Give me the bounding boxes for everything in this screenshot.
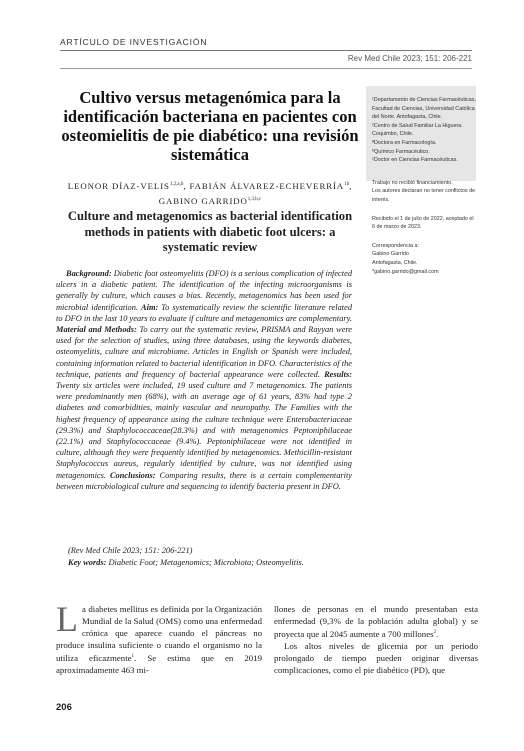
affiliation: ¹Departamento de Ciencias Farmacéuticas, Facultad de Ciencias, Universidad Católica del Norte. Antofagasta, Chile.: [372, 97, 476, 121]
citation: (Rev Med Chile 2023; 151: 206-221): [68, 546, 193, 555]
abstract-background-label: Background:: [66, 269, 112, 278]
body-column-right: [274, 603, 478, 676]
drop-cap: L: [56, 599, 78, 639]
abstract-methods-label: Material and Methods:: [56, 325, 137, 335]
sidebar-notes: [372, 96, 476, 276]
abstract-results-text: Twenty six articles were included, 19 used culture and 7 metagenomics. The patients were predominantly men (68%), with an average age of 61 years, 83% had type 2 diabetes and comorbidities, mainly vascular and neuropathy. The Families with the highest frequency of appearance using the culture technique were Enterobacteriaceae (29.3%) and Staphylococcaceae(28.3%) and with metagenomics Peptoniphilaceae (22.1%) and Staphylococcaceae (9.4%). Peptoniphilaceae were not identified in culture, although they were frequently identified by metagenomics. Methicillin-resistant Staphylococcus aureus, regularly identified by culture, was not identified using metagenomics.: [56, 381, 352, 480]
affiliation: ªDoctora en Farmacología.: [372, 139, 437, 146]
body-text: . Se estima que en 2019 aproximadamente 463 mi-: [56, 652, 262, 675]
received-note: Recibido el 1 de julio de 2022, aceptado el 6 de marzo de 2023.: [372, 215, 474, 231]
affiliation: ᵇQuímico Farmacéutico.: [372, 148, 430, 155]
author-affiliation-marker: 1,2,a,b: [169, 182, 184, 187]
abstract-background-text: Diabetic foot osteomyelitis (DFO) is a serious complication of infected ulcers in a diabetic patient. The identification of the infecting microorganisms is generally by culture, which causes a bias. Recently, metagenomics has been used for microbial identification.: [56, 269, 353, 312]
page-number: 206: [56, 702, 72, 713]
correspondence-label: Correspondencia a:: [372, 242, 420, 249]
article-title: Cultivo versus metagenómica para la identificación bacteriana en pacientes con osteomielitis de pie diabético: una revisión sistemática: [61, 88, 359, 164]
body-text: Los altos niveles de glicemia por un periodo prolongado de tiempo pueden originar diversas complicaciones, como el pie diabético (PD), que: [274, 640, 478, 675]
header-rule-secondary: [60, 68, 472, 69]
funding-note: Trabajo no recibió financiamiento.: [372, 179, 453, 186]
abstract-methods-text: To carry out the systematic review, PRISMA and Rayyan were used for the selection of studies, using three databases, using the keywords diabetes, osteomyelitis, culture and microbiome. Articles in English or Spanish were included, containing information related to bacterial identification in DFO. Characteristics of the technique, patients and frequency of bacterial appearance were collected.: [56, 325, 353, 379]
section-label: ARTÍCULO DE INVESTIGACIÓN: [60, 37, 208, 47]
author-name: LEONOR DÍAZ-VELIS: [67, 180, 170, 191]
abstract: [56, 268, 352, 492]
author-name: GABINO GARRIDO: [158, 195, 248, 206]
abstract-conclusions-text: Comparing results, there is a certain complementarity between microbiological culture and sequencing to identify bacteria present in DFO.: [56, 470, 353, 491]
journal-reference: Rev Med Chile 2023; 151: 206-221: [347, 54, 472, 63]
abstract-results-label: Results:: [324, 369, 353, 379]
keywords-text: Diabetic Foot; Metagenomics; Microbiota; Osteomyelitis.: [108, 558, 304, 567]
correspondence-email: *gabino.garrido@gmail.com: [372, 268, 439, 275]
abstract-conclusions-label: Conclusions:: [109, 470, 156, 480]
abstract-aim-text: To systematically review the scientific literature related to DFO in the last 10 years to evaluate if culture and metagenomics are complementary.: [56, 302, 353, 323]
keywords: [68, 558, 304, 567]
author-affiliation-marker: 1b: [344, 182, 350, 187]
header-rule: [60, 50, 472, 51]
keywords-label: Key words:: [68, 558, 107, 567]
affiliation: ᶜDoctor en Ciencias Farmacéuticas.: [372, 157, 458, 164]
reference-marker: 2: [433, 630, 437, 635]
body-column-left: [56, 599, 262, 676]
reference-marker: 1: [131, 654, 135, 659]
body-text: a diabetes mellitus es definida por la Organización Mundial de la Salud (OMS) como una enfermedad crónica que aparece cuando el páncreas no produce insulina suficiente o cuando el organismo no la utiliza eficazmente: [56, 604, 262, 663]
correspondence-name: Gabino Garrido: [372, 251, 409, 258]
english-title: Culture and metagenomics as bacterial identification methods in patients with diabetic foot ulcers: a systematic review: [67, 209, 353, 254]
body-text: .: [436, 628, 439, 639]
conflicts-note: Los autores declaran no tener conflictos de interés.: [372, 188, 476, 203]
author-name: , FABIÁN ÁLVAREZ-ECHEVERRÍA: [183, 180, 345, 191]
abstract-aim-label: Aim:: [141, 302, 159, 312]
author-affiliation-marker: 1,3,b,c: [247, 196, 262, 202]
affiliation: ²Centro de Salud Familiar La Higuera. Coquimbo, Chile.: [372, 122, 463, 138]
author-list: LEONOR DÍAZ-VELIS$^{1,2,a,b}$, FABIÁN ÁLVAREZ-$ECHEVERRÍA^{1b}$, GABINO GARRIDO$^{1,3,b,c}$: [67, 180, 353, 206]
body-text: llones de personas en el mundo presentaban esta enfermedad (9,3% de la población adulta global) y se proyecta que al 2045 aumente a 700 millones: [274, 604, 478, 639]
correspondence-city: Antofagasta, Chile.: [372, 259, 418, 266]
